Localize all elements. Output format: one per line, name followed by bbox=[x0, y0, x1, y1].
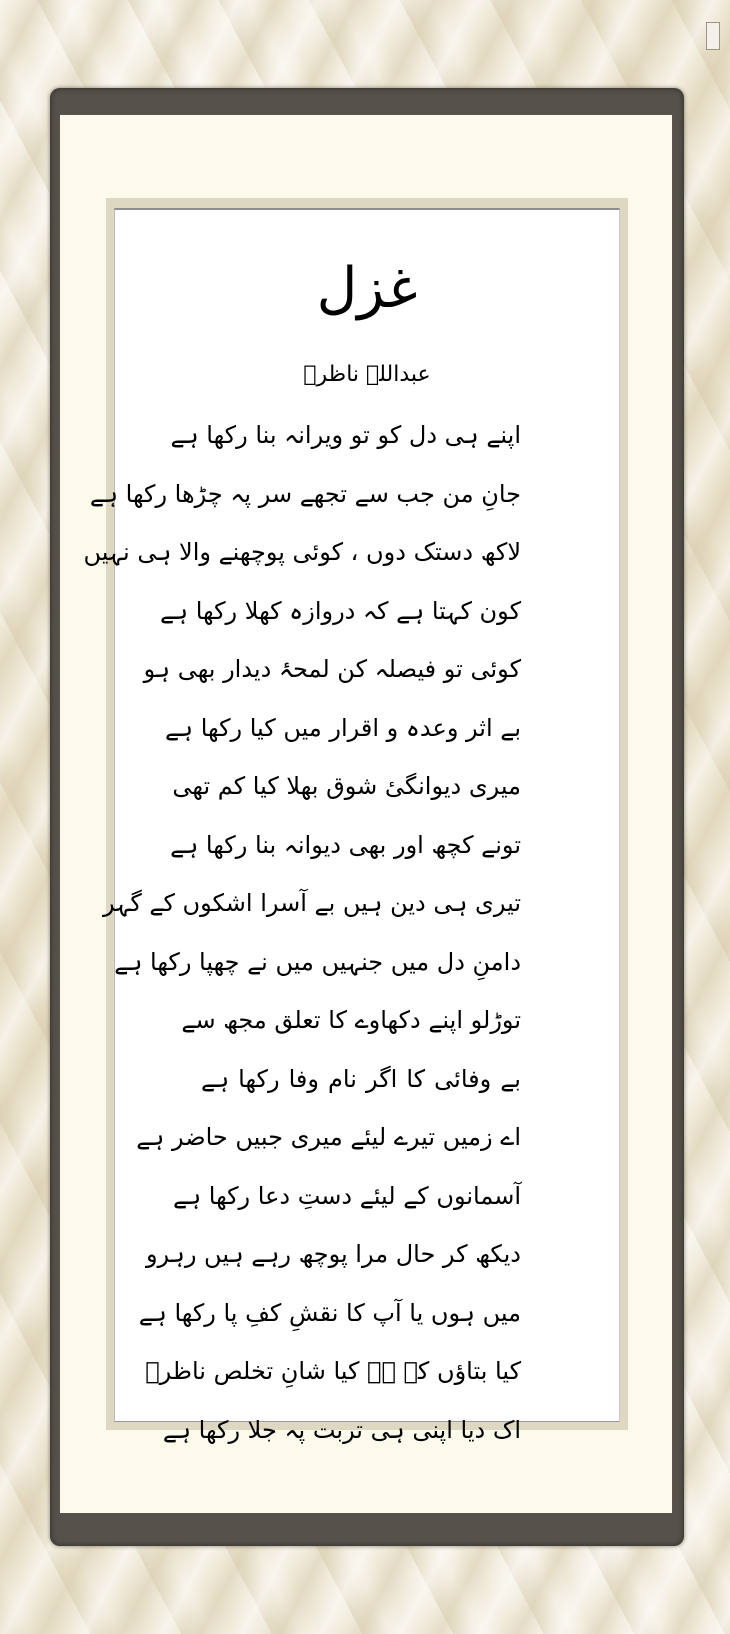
verse-line: آسمانوں کے لیئے دستِ دعا رکھا ہے bbox=[173, 1181, 521, 1210]
verse-line: توڑلو اپنے دکھاوے کا تعلق مجھ سے bbox=[181, 1006, 521, 1034]
verse-line: بے وفائی کا اگر نام وفا رکھا ہے bbox=[201, 1064, 521, 1093]
verse-line: میں ہوں یا آپ کا نقشِ کفِ پا رکھا ہے bbox=[138, 1298, 521, 1327]
verse-line: بے اثر وعدہ و اقرار میں کیا رکھا ہے bbox=[164, 713, 521, 742]
corner-mark bbox=[706, 22, 720, 50]
verse-line: تیری ہی دین ہیں بے آسرا اشکوں کے گہر bbox=[103, 889, 521, 917]
verse-line: جانِ من جب سے تجھے سر پہ چڑھا رکھا ہے bbox=[89, 479, 521, 508]
poem-paper bbox=[83, 208, 620, 1444]
verse-line: اپنے ہی دل کو تو ویرانہ بنا رکھا ہے bbox=[170, 421, 521, 449]
verse-line: دامنِ دل میں جنہیں میں نے چھپا رکھا ہے bbox=[114, 947, 521, 976]
verse-line: تونے کچھ اور بھی دیوانہ بنا رکھا ہے bbox=[170, 830, 521, 859]
verse-line: کوئی تو فیصلہ کن لمحۂ دیدار بھی ہو bbox=[143, 655, 521, 683]
verse-line: دیکھ کر حال مرا پوچھ رہے ہیں رہرو bbox=[145, 1240, 521, 1268]
verse-line: اک دیا اپنی ہی تربت پہ جلا رکھا ہے bbox=[162, 1415, 521, 1444]
poem-title: غزل bbox=[316, 256, 418, 321]
poem-author: عبداللہ ناظرؔ bbox=[303, 362, 431, 387]
verse-line: لاکھ دستک دوں ، کوئی پوچھنے والا ہی نہیں bbox=[83, 538, 521, 566]
verse-line: میری دیوانگیٔ شوق بھلا کیا کم تھی bbox=[172, 772, 521, 800]
verse-list bbox=[83, 406, 521, 1459]
verse-line: کون کہتا ہے کہ دروازہ کھلا رکھا ہے bbox=[159, 596, 521, 625]
verse-line: اے زمیں تیرے لیئے میری جبیں حاضر ہے bbox=[136, 1123, 521, 1151]
verse-line: کیا بتاؤں کہ ہے کیا شانِ تخلص ناظرؔ bbox=[145, 1357, 521, 1385]
